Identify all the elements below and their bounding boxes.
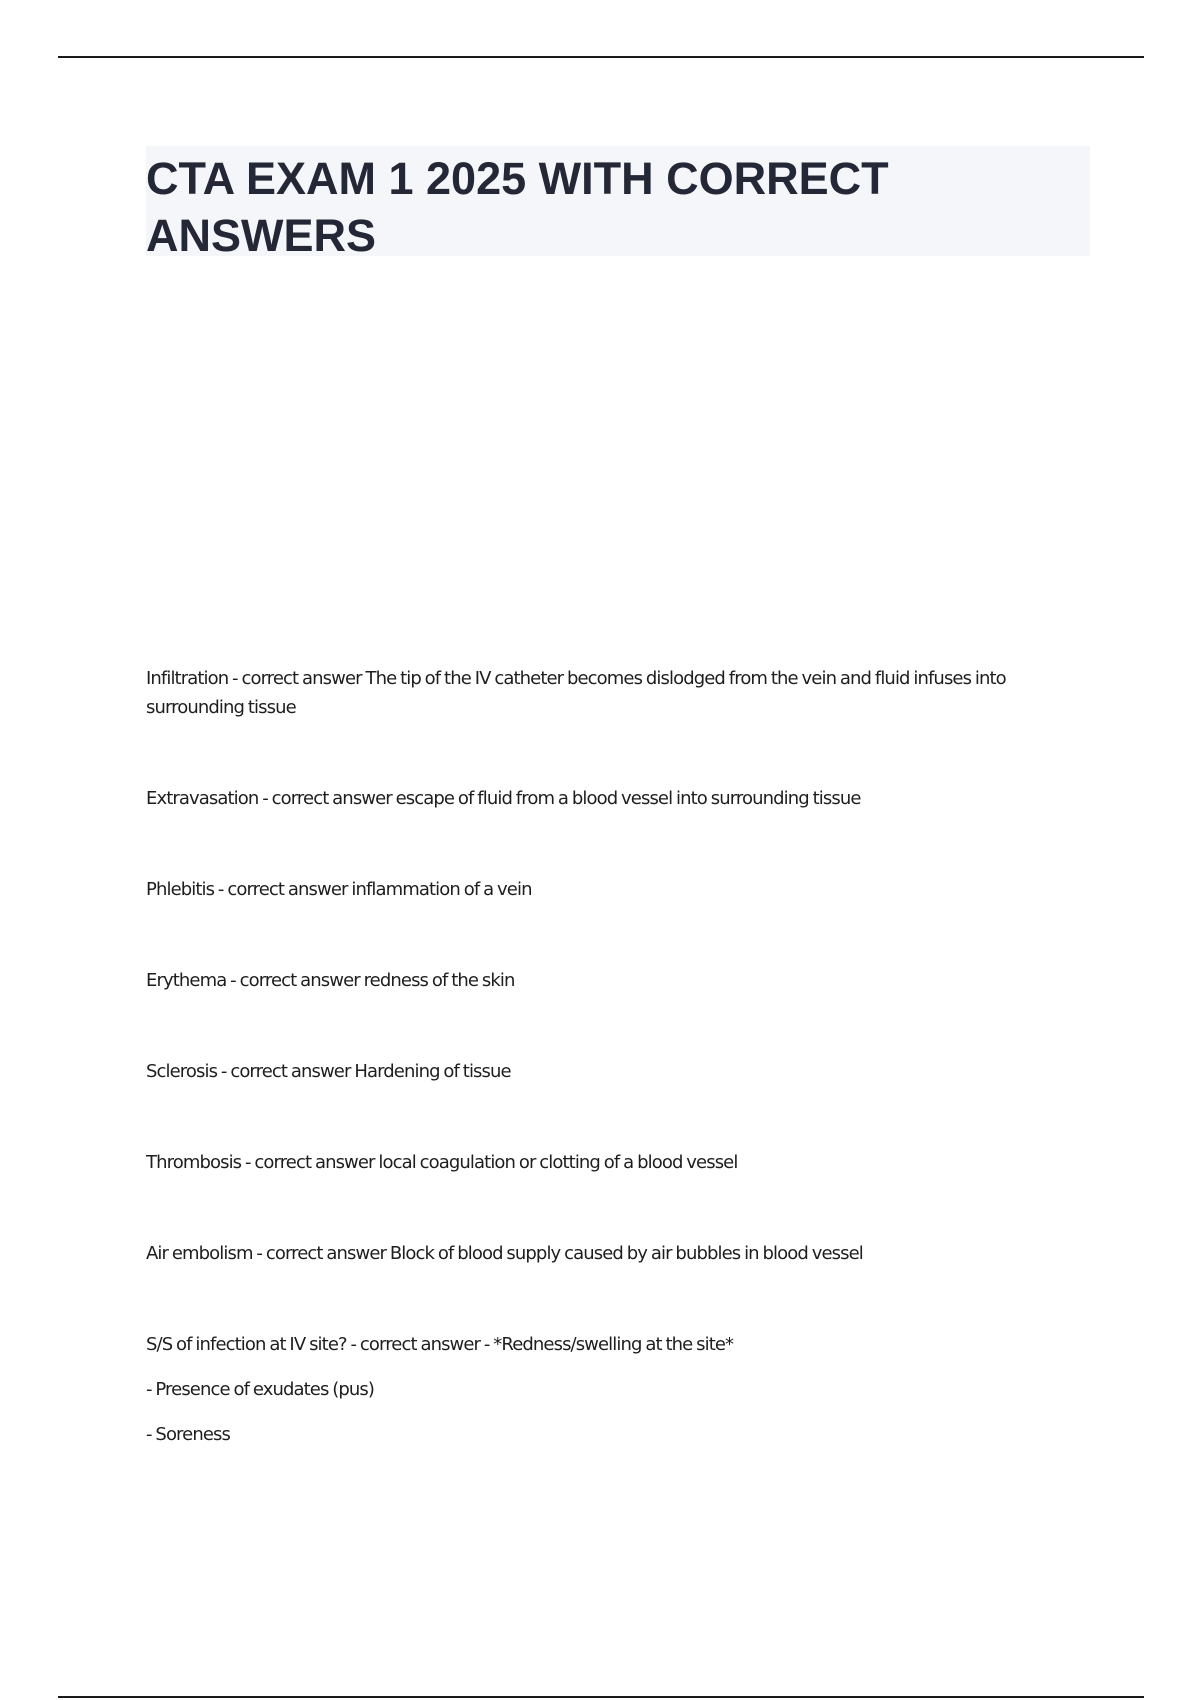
qa-answer: redness of the skin: [363, 970, 515, 991]
qa-list: [146, 664, 1086, 1465]
qa-term: Sclerosis: [146, 1061, 218, 1082]
qa-answer: inflammation of a vein: [351, 879, 532, 900]
qa-item: [146, 1239, 1086, 1268]
answer-bullets: [146, 1375, 1086, 1449]
qa-term: Phlebitis: [146, 879, 215, 900]
qa-separator: - correct answer: [346, 1334, 484, 1355]
qa-term: Erythema: [146, 970, 227, 991]
top-divider: [58, 56, 1144, 58]
qa-item: [146, 1057, 1086, 1086]
qa-answer: local coagulation or clotting of a blood vessel: [378, 1152, 738, 1173]
qa-answer: Block of blood supply caused by air bubbles in blood vessel: [389, 1243, 863, 1264]
qa-separator: - correct answer: [226, 970, 364, 991]
qa-term: Infiltration: [146, 668, 229, 689]
qa-item: [146, 966, 1086, 995]
qa-term: Extravasation: [146, 788, 259, 809]
qa-item: [146, 664, 1086, 722]
qa-separator: - correct answer: [217, 1061, 355, 1082]
qa-separator: - correct answer: [258, 788, 396, 809]
qa-answer: escape of fluid from a blood vessel into surrounding tissue: [395, 788, 861, 809]
qa-answer: Hardening of tissue: [354, 1061, 511, 1082]
qa-item: [146, 1148, 1086, 1177]
qa-separator: - correct answer: [252, 1243, 390, 1264]
qa-item: [146, 875, 1086, 904]
answer-bullet: - Soreness: [146, 1424, 230, 1445]
qa-separator: - correct answer: [214, 879, 352, 900]
bottom-divider: [58, 1696, 1144, 1698]
qa-term: S/S of infection at IV site?: [146, 1334, 347, 1355]
document-title: CTA EXAM 1 2025 WITH CORRECT ANSWERS: [146, 153, 889, 261]
qa-item: [146, 1330, 1086, 1359]
qa-answer: The tip of the IV catheter becomes dislodged from the vein and fluid infuses into surrounding tissue: [146, 668, 1006, 718]
answer-bullet: - Presence of exudates (pus): [146, 1379, 375, 1400]
qa-term: Thrombosis: [146, 1152, 242, 1173]
qa-separator: - correct answer: [228, 668, 366, 689]
qa-term: Air embolism: [146, 1243, 253, 1264]
qa-item: [146, 784, 1086, 813]
qa-answer: - *Redness/swelling at the site*: [483, 1334, 734, 1355]
qa-separator: - correct answer: [241, 1152, 379, 1173]
